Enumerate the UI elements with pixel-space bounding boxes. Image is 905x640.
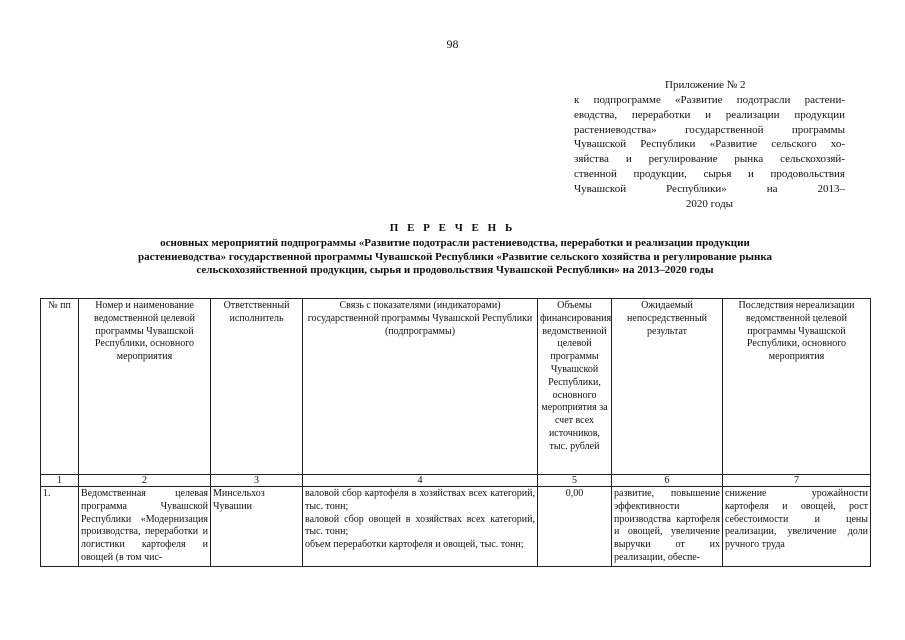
indicator-item: валовой сбор овощей в хозяйствах всех категорий, тыс. тонн; — [305, 513, 535, 538]
appendix-text — [574, 93, 845, 211]
appendix-line: еводства, переработки и реализации продукции — [574, 108, 845, 121]
column-number: 3 — [211, 475, 303, 487]
header-consequences: Последствия нереализации ведомственной целевой программы Чувашской Республики, основного мероприятия — [723, 299, 871, 475]
row-executor: Минсельхоз Чувашии — [211, 487, 303, 567]
row-indicators — [303, 487, 538, 567]
row-result: развитие, повышение эффективности производства картофеля и овощей, увеличение выручки от их реализации, обеспе- — [612, 487, 723, 567]
appendix-line: Чувашской Республики «Развитие сельского хо- — [574, 138, 845, 151]
column-number: 5 — [538, 475, 612, 487]
column-number: 6 — [612, 475, 723, 487]
document-title: П Е Р Е Ч Е Н Ь — [389, 222, 516, 234]
indicator-item: объем переработки картофеля и овощей, тыс. тонн; — [305, 539, 524, 551]
column-number: 4 — [303, 475, 538, 487]
header-program-name: Номер и наименование ведомственной целевой программы Чувашской Республики, основного мероприятия — [79, 299, 211, 475]
header-indicators: Связь с показателями (индикаторами) государственной программы Чувашской Республики (подпрограммы) — [303, 299, 538, 475]
header-result: Ожидаемый непосредственный результат — [612, 299, 723, 475]
appendix-line: зяйства и регулирование рынка сельскохозяй- — [574, 153, 845, 166]
column-number: 2 — [79, 475, 211, 487]
column-number: 7 — [723, 475, 871, 487]
row-program-name: Ведомственная целевая программа Чувашской Республики «Модернизация производства, переработки и логистики картофеля и овощей (в том чис- — [79, 487, 211, 567]
appendix-line: 2020 годы — [685, 197, 734, 210]
page-number: 98 — [446, 37, 459, 51]
document-subtitle — [40, 237, 870, 278]
indicator-item: валовой сбор картофеля в хозяйствах всех категорий, тыс. тонн; — [305, 488, 535, 512]
column-number: 1 — [41, 475, 79, 487]
subtitle-line: растениеводства» государственной программы Чувашской Республики «Развитие сельского хозяйства и регулирование рынка — [137, 250, 773, 263]
appendix-line: растениеводства» государственной программы — [574, 123, 845, 136]
appendix-line: ственной продукции, сырья и продовольствия — [574, 167, 845, 180]
appendix-line: Чувашской Республики» на 2013– — [574, 182, 845, 195]
table-row — [41, 487, 871, 567]
header-executor: Ответственный исполнитель — [211, 299, 303, 475]
row-funding: 0,00 — [538, 487, 612, 567]
subtitle-line: сельскохозяйственной продукции, сырья и продовольствия Чувашской Республики» на 2013–2020 годы — [196, 264, 714, 276]
appendix-title: Приложение № 2 — [665, 79, 746, 91]
row-consequences: снижение урожайности картофеля и овощей, рост себестоимости и цены реализации, увеличение доли ручного труда — [723, 487, 871, 567]
measures-table — [40, 298, 871, 567]
subtitle-line: основных мероприятий подпрограммы «Развитие подотрасли растениеводства, переработки и реализации продукции — [160, 237, 750, 249]
appendix-line: к подпрограмме «Развитие подотрасли растени- — [574, 94, 845, 106]
header-funding: Объемы финансирования ведомственной целевой программы Чувашской Республики, основного мероприятия за счет всех источников, тыс. рублей — [538, 299, 612, 475]
row-number: 1. — [41, 487, 79, 567]
header-number: № пп — [41, 299, 79, 475]
table-header-row — [41, 299, 871, 475]
column-number-row — [41, 475, 871, 487]
